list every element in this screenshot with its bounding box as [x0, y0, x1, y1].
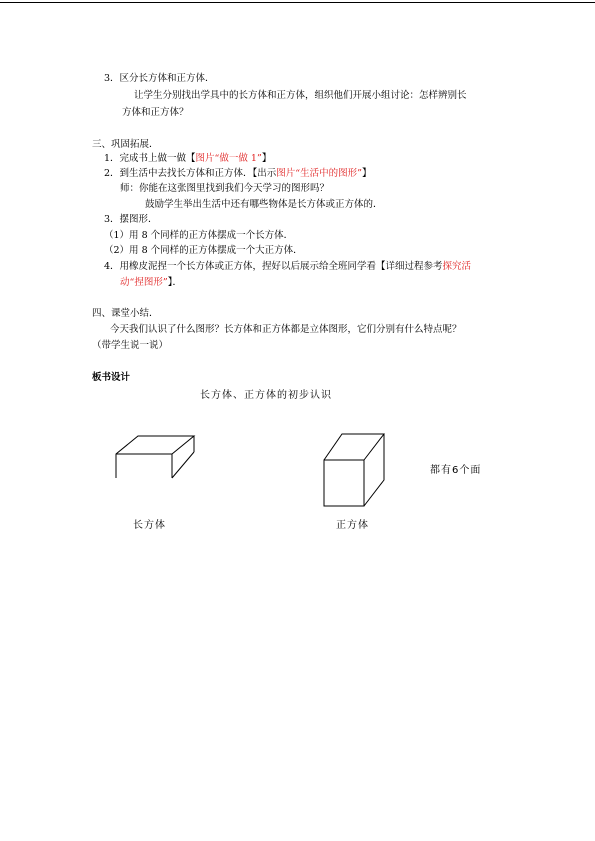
consolidate-item3-title: 3．摆图形． [104, 214, 158, 225]
summary-line2: （带学生说一说） [92, 340, 169, 351]
item3-distinguish-title: 3．区分长方体和正方体． [104, 73, 215, 84]
item3-distinguish-line2: 方体和正方体？ [122, 107, 189, 118]
cuboid-drawing [112, 430, 202, 482]
board-note-six-faces: 都有6个面 [430, 465, 482, 476]
item3-sub1: （1）用 8 个同样的正方体摆成一个长方体． [104, 230, 294, 241]
consolidate-item4-line2 [120, 277, 182, 289]
item3-sub2: （2）用 8 个同样的正方体摆成一个大正方体． [104, 245, 303, 256]
consolidate-heading: 三、巩固拓展． [92, 139, 159, 150]
cuboid-side-bottom-edge [172, 452, 194, 478]
page-top-rule [0, 2, 595, 3]
cube-label: 正方体 [336, 520, 369, 531]
item4-prefix: 4．用橡皮泥捏一个长方体或正方体，捏好以后展示给全班同学看【详细过程参考 [104, 261, 443, 272]
board-title: 长方体、正方体的初步认识 [200, 390, 332, 401]
item4-activity-link-part1[interactable]: 探究活 [442, 261, 472, 272]
item3-distinguish-line1: 让学生分别找出学具中的长方体和正方体，组织他们开展小组讨论：怎样辨别长 [134, 90, 467, 101]
item2-picture-link[interactable]: 图片“生活中的图形” [276, 168, 363, 179]
cube-side-face [364, 434, 384, 506]
cuboid-label: 长方体 [133, 520, 166, 531]
cuboid-top-face [116, 436, 194, 478]
board-design-heading: 板书设计 [92, 372, 131, 383]
item1-prefix: 1．完成书上做一做【 [104, 153, 196, 164]
item1-picture-link[interactable]: 图片“做一做 1” [195, 153, 262, 164]
consolidate-item2 [104, 168, 372, 180]
item4-activity-link-part2[interactable]: 动“捏图形” [120, 277, 168, 288]
cube-drawing [322, 430, 388, 510]
cube-front-face [324, 460, 364, 506]
item4-suffix: 】． [167, 277, 182, 288]
item1-suffix: 】 [261, 153, 272, 164]
item2-prefix: 2．到生活中去找长方体和正方体．【出示 [104, 168, 277, 179]
summary-heading: 四、课堂小结． [92, 308, 159, 319]
item2-encourage-line: 鼓励学生举出生活中还有哪些物体是长方体或正方体的． [145, 199, 383, 210]
consolidate-item1 [104, 153, 271, 165]
item2-teacher-question: 师：你能在这张图里找到我们今天学习的图形吗？ [120, 183, 330, 194]
cube-top-face [324, 434, 384, 460]
consolidate-item4-line1 [104, 261, 471, 273]
item2-suffix: 】 [362, 168, 372, 179]
summary-line1: 今天我们认识了什么图形？长方体和正方体都是立体图形，它们分别有什么特点呢？ [110, 324, 462, 335]
